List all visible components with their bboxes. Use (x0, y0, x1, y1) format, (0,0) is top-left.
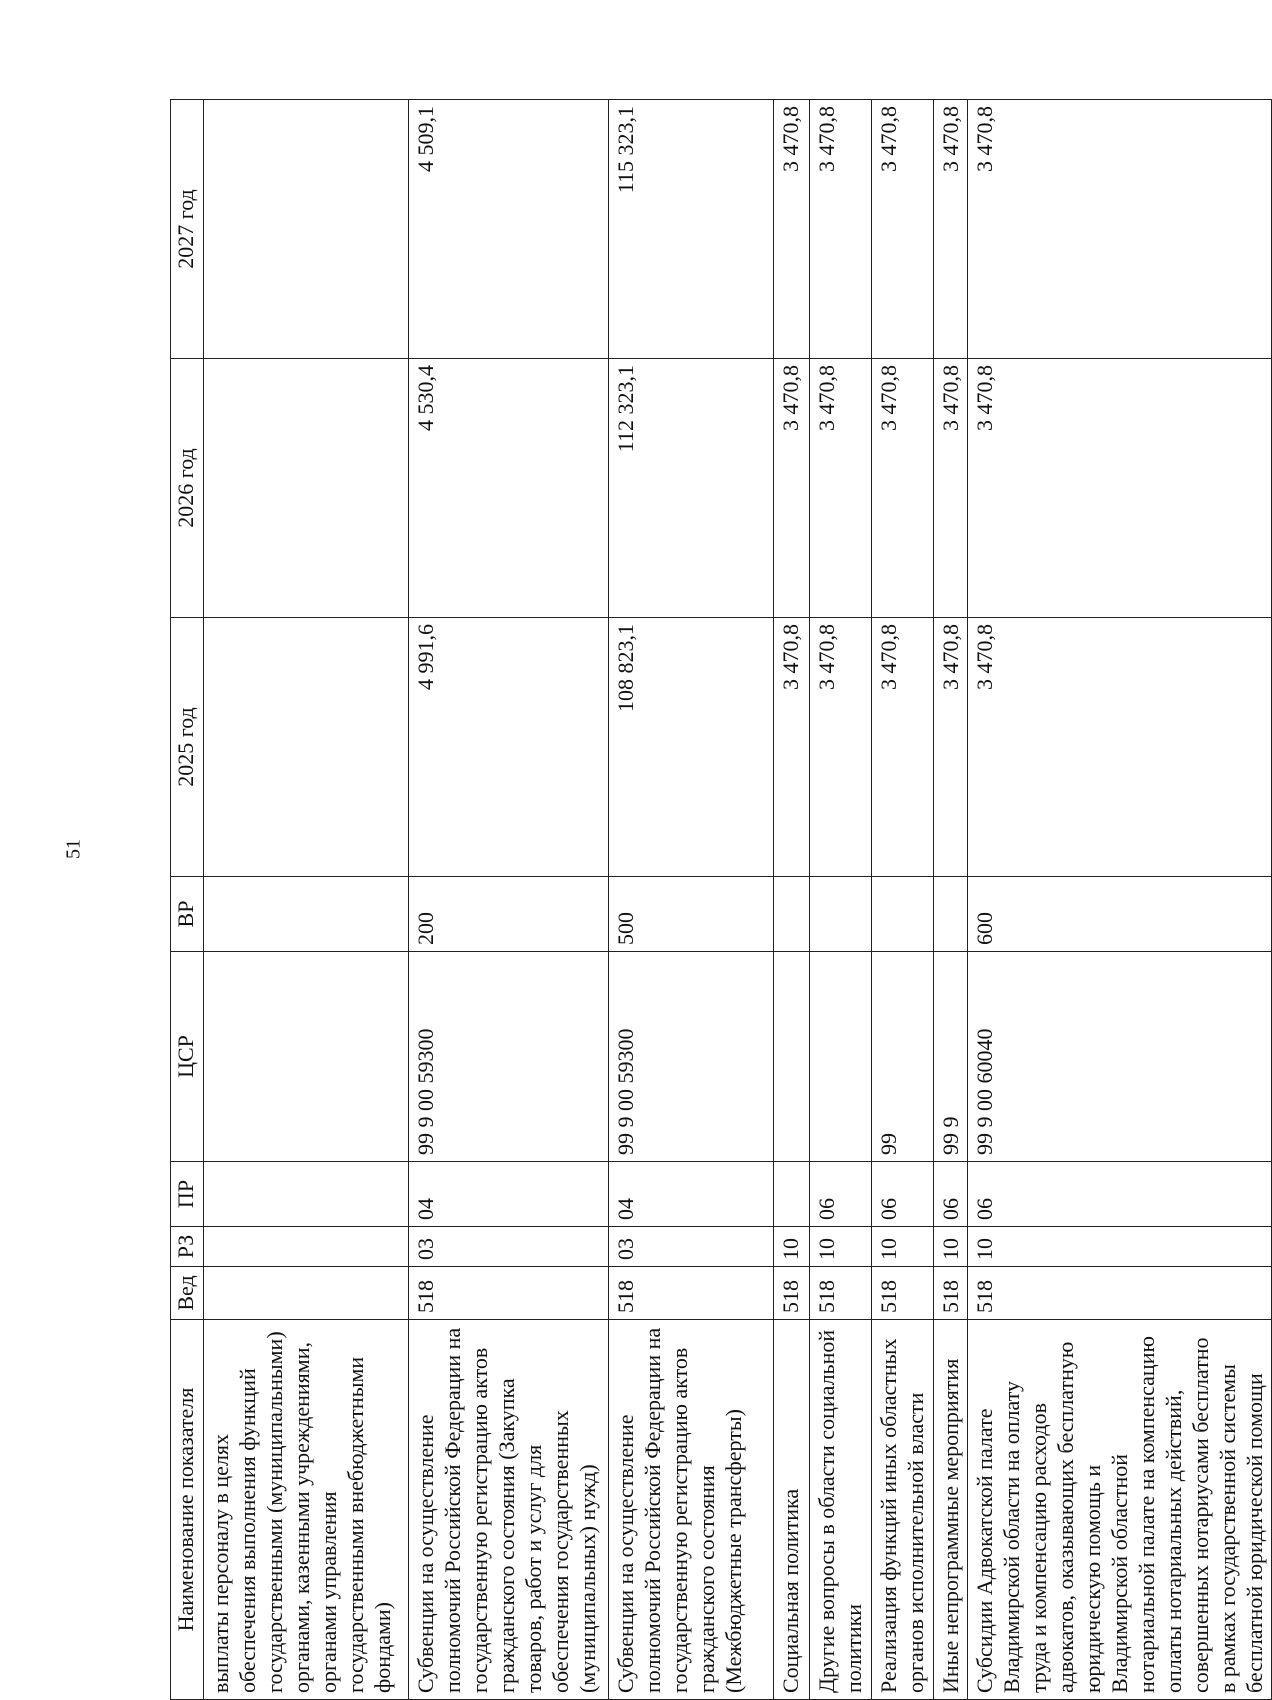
row-rz: 10 (934, 1227, 968, 1267)
row-vr (810, 877, 872, 952)
row-csr: 99 9 00 59300 (409, 952, 609, 1162)
row-ved: 518 (934, 1267, 968, 1320)
row-vr (934, 877, 968, 952)
row-pr: 04 (409, 1162, 609, 1227)
row-csr (774, 952, 810, 1162)
row-2027 (204, 100, 409, 359)
row-vr: 500 (609, 877, 774, 952)
row-ved: 518 (872, 1267, 934, 1320)
table-row (774, 100, 810, 1700)
row-2027: 4 509,1 (409, 100, 609, 359)
header-ved: Вед (171, 1267, 204, 1320)
row-pr: 06 (872, 1162, 934, 1227)
page-number: 51 (62, 839, 85, 859)
row-pr: 06 (810, 1162, 872, 1227)
row-rz: 10 (774, 1227, 810, 1267)
row-pr: 04 (609, 1162, 774, 1227)
row-rz: 10 (810, 1227, 872, 1267)
row-2025: 3 470,8 (934, 618, 968, 877)
row-2027: 3 470,8 (872, 100, 934, 359)
row-ved: 518 (609, 1267, 774, 1320)
row-vr (872, 877, 934, 952)
rotated-table-sheet (170, 100, 1267, 1700)
row-ved: 518 (968, 1267, 1272, 1320)
table-row (204, 100, 409, 1700)
row-csr (810, 952, 872, 1162)
row-rz: 10 (968, 1227, 1272, 1267)
row-2027: 3 470,8 (968, 100, 1272, 359)
row-2025: 3 470,8 (774, 618, 810, 877)
row-2025: 3 470,8 (968, 618, 1272, 877)
row-rz: 03 (409, 1227, 609, 1267)
row-2026: 3 470,8 (872, 359, 934, 618)
header-csr: ЦСР (171, 952, 204, 1162)
row-pr: 06 (934, 1162, 968, 1227)
row-2026: 3 470,8 (810, 359, 872, 618)
row-csr: 99 9 00 59300 (609, 952, 774, 1162)
row-rz: 03 (609, 1227, 774, 1267)
row-vr: 600 (968, 877, 1272, 952)
row-rz (204, 1227, 409, 1267)
row-csr: 99 9 (934, 952, 968, 1162)
header-rz: РЗ (171, 1227, 204, 1267)
table-row (609, 100, 774, 1700)
table-header-row (171, 100, 204, 1700)
row-2026 (204, 359, 409, 618)
row-name: Реализация функций иных областных органов исполнительной власти (872, 1320, 934, 1700)
row-name: Субвенции на осуществление полномочий Российской Федерации на государственную регистрацию актов гражданского состояния (Закупка товаров, работ и услуг для обеспечения государственных (муниципальных) нужд) (409, 1320, 609, 1700)
row-2026: 4 530,4 (409, 359, 609, 618)
row-name: Субсидии Адвокатской палате Владимирской области на оплату труда и компенсацию расходов адвокатов, оказывающих бесплатную юридическую помощь и Владимирской областной нотариальной палате на компенсацию оплаты нотариальных действий, совершенных нотариусами бесплатно в рамках государственной системы бесплатной юридической помощи (968, 1320, 1272, 1700)
header-2025: 2025 год (171, 618, 204, 877)
row-ved (204, 1267, 409, 1320)
row-2027: 3 470,8 (774, 100, 810, 359)
row-csr (204, 952, 409, 1162)
header-pr: ПР (171, 1162, 204, 1227)
row-2027: 115 323,1 (609, 100, 774, 359)
row-pr (204, 1162, 409, 1227)
row-ved: 518 (774, 1267, 810, 1320)
row-name: Другие вопросы в области социальной политики (810, 1320, 872, 1700)
row-vr (204, 877, 409, 952)
row-vr: 200 (409, 877, 609, 952)
row-2025: 3 470,8 (810, 618, 872, 877)
row-ved: 518 (810, 1267, 872, 1320)
row-name: Субвенции на осуществление полномочий Российской Федерации на государственную регистрацию актов гражданского состояния (Межбюджетные трансферты) (609, 1320, 774, 1700)
table-row (810, 100, 872, 1700)
row-rz: 10 (872, 1227, 934, 1267)
table-row (872, 100, 934, 1700)
row-name: Иные непрограммные мероприятия (934, 1320, 968, 1700)
table-row (968, 100, 1272, 1700)
row-2026: 3 470,8 (774, 359, 810, 618)
row-csr: 99 9 00 60040 (968, 952, 1272, 1162)
row-2025: 108 823,1 (609, 618, 774, 877)
budget-table (170, 99, 1272, 1700)
row-name: Социальная политика (774, 1320, 810, 1700)
row-2027: 3 470,8 (934, 100, 968, 359)
header-name: Наименование показателя (171, 1320, 204, 1700)
table-row (934, 100, 968, 1700)
header-2027: 2027 год (171, 100, 204, 359)
row-2026: 112 323,1 (609, 359, 774, 618)
row-pr: 06 (968, 1162, 1272, 1227)
row-2025: 4 991,6 (409, 618, 609, 877)
header-2026: 2026 год (171, 359, 204, 618)
row-pr (774, 1162, 810, 1227)
header-vr: ВР (171, 877, 204, 952)
row-2025 (204, 618, 409, 877)
row-2026: 3 470,8 (934, 359, 968, 618)
row-2027: 3 470,8 (810, 100, 872, 359)
row-2025: 3 470,8 (872, 618, 934, 877)
row-name: выплаты персоналу в целях обеспечения выполнения функций государственными (муниципальными) органами, казенными учреждениями, органами управления государственными внебюджетными фондами) (204, 1320, 409, 1700)
row-ved: 518 (409, 1267, 609, 1320)
row-vr (774, 877, 810, 952)
row-2026: 3 470,8 (968, 359, 1272, 618)
row-csr: 99 (872, 952, 934, 1162)
table-row (409, 100, 609, 1700)
